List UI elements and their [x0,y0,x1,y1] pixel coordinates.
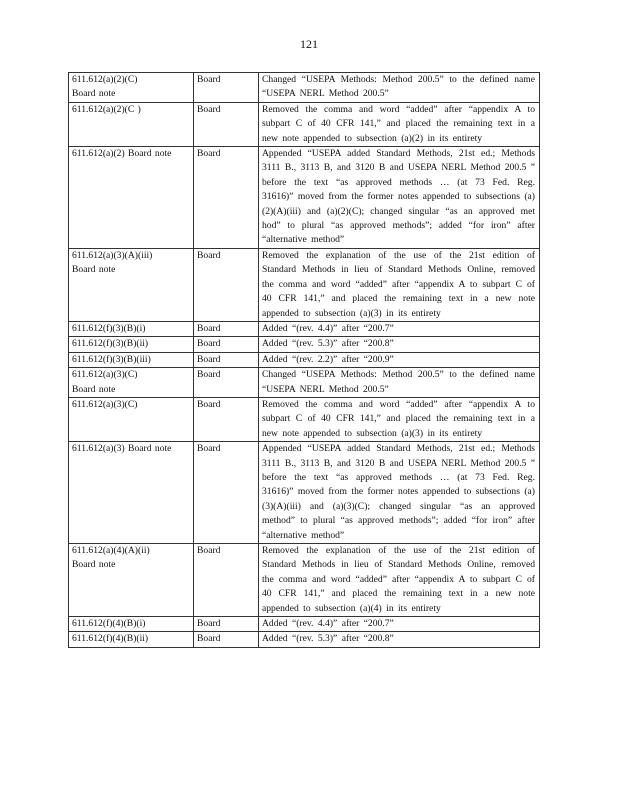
amendments-table-body [69,73,540,648]
description-cell: Removed the comma and word “added” after “appendix A to subpart C of 40 CFR 141,” and placed the remaining text in a new note appended to subsection (a)(3) in its entirety [259,397,540,441]
entity-cell: Board [194,102,259,146]
table-row [69,102,540,146]
description-cell: Appended “USEPA added Standard Methods, 21st ed.; Methods 3111 B., 3113 B, and 3120 B and USEPA NERL Method 200.5 ” before the text “as approved methods … (at 73 Fed. Reg. 31616)” moved from the former notes appended to subsections (a)(3)(A)(iii) and (a)(3)(C); changed singular “as an approved method” to plural “as approved methods”; added “for iron” after “alternative method” [259,442,540,544]
section-cell: 611.612(a)(2)(C ) [69,102,194,146]
section-cell: 611.612(a)(3)(C) [69,397,194,441]
table-row [69,368,540,398]
amendments-table [68,72,540,648]
entity-cell: Board [194,337,259,352]
entity-cell: Board [194,442,259,544]
section-cell: 611.612(a)(3) Board note [69,442,194,544]
section-cell: 611.612(f)(4)(B)(ii) [69,632,194,647]
table-row [69,632,540,647]
description-cell: Changed “USEPA Methods: Method 200.5” to the defined name “USEPA NERL Method 200.5” [259,73,540,103]
entity-cell: Board [194,248,259,321]
table-row [69,397,540,441]
section-cell: 611.612(f)(3)(B)(i) [69,321,194,336]
description-cell: Appended “USEPA added Standard Methods, 21st ed.; Methods 3111 B., 3113 B, and 3120 B and USEPA NERL Method 200.5 ” before the text “as approved methods … (at 73 Fed. Reg. 31616)” moved from the former notes appended to subsections (a)(2)(A)(iii) and (a)(2)(C); changed singular “as an approved met hod” to plural “as approved methods”; added “for iron” after “alternative method” [259,147,540,249]
description-cell: Removed the explanation of the use of the 21st edition of Standard Methods in lieu of Standard Methods Online, removed the comma and word “added” after “appendix A to subpart C of 40 CFR 141,” and placed the remaining text in a new note appended to subsection (a)(4) in its entirety [259,544,540,617]
section-cell: 611.612(a)(3)(C) Board note [69,368,194,398]
description-cell: Added “(rev. 5.3)” after “200.8” [259,337,540,352]
section-cell: 611.612(a)(2)(C) Board note [69,73,194,103]
page-number: 121 [300,37,318,51]
section-cell: 611.612(f)(4)(B)(i) [69,617,194,632]
section-cell: 611.612(a)(3)(A)(iii) Board note [69,248,194,321]
description-cell: Changed “USEPA Methods: Method 200.5” to the defined name “USEPA NERL Method 200.5” [259,368,540,398]
table-row [69,617,540,632]
table-row [69,73,540,103]
table-row [69,442,540,544]
description-cell: Added “(rev. 4.4)” after “200.7” [259,321,540,336]
entity-cell: Board [194,73,259,103]
section-cell: 611.612(a)(4)(A)(ii) Board note [69,544,194,617]
entity-cell: Board [194,617,259,632]
section-cell: 611.612(a)(2) Board note [69,147,194,249]
entity-cell: Board [194,368,259,398]
entity-cell: Board [194,352,259,367]
entity-cell: Board [194,321,259,336]
table-row [69,321,540,336]
description-cell: Added “(rev. 2.2)” after “200.9” [259,352,540,367]
table-row [69,147,540,249]
entity-cell: Board [194,632,259,647]
entity-cell: Board [194,147,259,249]
description-cell: Added “(rev. 4.4)” after “200.7” [259,617,540,632]
table-row [69,544,540,617]
section-cell: 611.612(f)(3)(B)(ii) [69,337,194,352]
table-row [69,352,540,367]
entity-cell: Board [194,397,259,441]
section-cell: 611.612(f)(3)(B)(iii) [69,352,194,367]
table-row [69,248,540,321]
description-cell: Removed the explanation of the use of the 21st edition of Standard Methods in lieu of Standard Methods Online, removed the comma and word “added” after “appendix A to subpart C of 40 CFR 141,” and placed the remaining text in a new note appended to subsection (a)(3) in its entirety [259,248,540,321]
table-row [69,337,540,352]
description-cell: Added “(rev. 5.3)” after “200.8” [259,632,540,647]
entity-cell: Board [194,544,259,617]
description-cell: Removed the comma and word “added” after “appendix A to subpart C of 40 CFR 141,” and placed the remaining text in a new note appended to subsection (a)(2) in its entirety [259,102,540,146]
